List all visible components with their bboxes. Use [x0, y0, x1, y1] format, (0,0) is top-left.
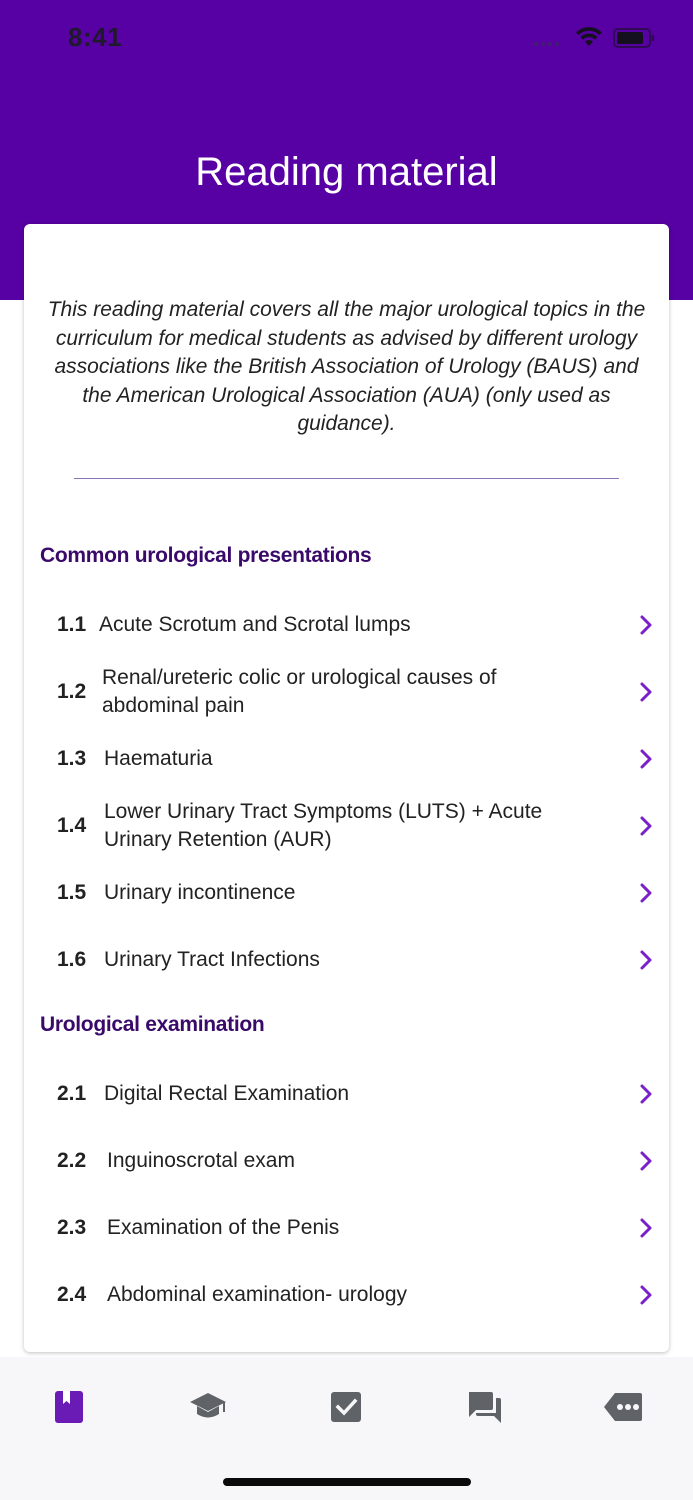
item-label: Haematuria [104, 746, 213, 770]
wifi-icon [574, 26, 604, 48]
intro-text: This reading material covers all the major urological topics in the curriculum for medical students as advised by different urology associations like the British Association of Urology (BAUS) and the American Urological Association (AUA) (only used as guidance). [47, 298, 646, 435]
chevron-right-icon [638, 815, 654, 837]
chevron-right-icon [638, 748, 654, 770]
chevron-right-icon [638, 614, 654, 636]
chevron-right-icon [638, 1083, 654, 1105]
status-time: 8:41 [68, 22, 123, 52]
item-number: 2.3 [57, 1216, 87, 1239]
section-title-presentations: Common urological presentations [40, 544, 372, 567]
book-icon [54, 1390, 84, 1424]
chevron-right-icon [638, 1284, 654, 1306]
home-indicator[interactable] [223, 1478, 471, 1486]
item-number: 2.2 [57, 1149, 87, 1172]
tab-more[interactable] [603, 1387, 643, 1427]
item-label: Examination of the Penis [107, 1215, 340, 1239]
reading-material-card [24, 224, 669, 1352]
page-title: Reading material [195, 150, 498, 194]
chevron-right-icon [638, 882, 654, 904]
list-item[interactable] [24, 872, 669, 914]
tab-reading[interactable] [49, 1387, 89, 1427]
list-item[interactable] [24, 1140, 669, 1182]
graduation-cap-icon [188, 1391, 228, 1423]
item-number: 1.6 [57, 948, 87, 971]
item-number: 2.1 [57, 1082, 87, 1105]
more-icon [603, 1392, 643, 1422]
forum-icon [467, 1390, 503, 1424]
list-item[interactable] [24, 662, 669, 722]
list-item[interactable] [24, 1073, 669, 1115]
item-label: Inguinoscrotal exam [107, 1148, 295, 1172]
chevron-right-icon [638, 1217, 654, 1239]
battery-icon [613, 28, 655, 48]
item-label: Lower Urinary Tract Symptoms (LUTS) + Acute Urinary Retention (AUR) [104, 799, 543, 851]
list-item[interactable] [24, 1274, 669, 1316]
list-item[interactable] [24, 604, 669, 646]
item-number: 2.4 [57, 1283, 87, 1306]
item-number: 1.2 [57, 680, 87, 703]
item-number: 1.3 [57, 747, 87, 770]
list-item[interactable] [24, 796, 669, 856]
tab-forum[interactable] [465, 1387, 505, 1427]
cellular-signal-icon [534, 42, 559, 46]
tab-quiz[interactable] [326, 1387, 366, 1427]
item-number: 1.1 [57, 613, 87, 636]
item-label: Digital Rectal Examination [104, 1081, 350, 1105]
list-item[interactable] [24, 1207, 669, 1249]
item-label: Urinary Tract Infections [104, 947, 320, 971]
divider [74, 478, 619, 479]
item-number: 1.4 [57, 814, 87, 837]
item-label: Renal/ureteric colic or urological causes of abdominal pain [102, 665, 497, 717]
list-item[interactable] [24, 738, 669, 780]
list-item[interactable] [24, 939, 669, 981]
item-label: Acute Scrotum and Scrotal lumps [99, 612, 411, 636]
section-title-examination: Urological examination [40, 1013, 265, 1036]
checkbox-icon [330, 1391, 362, 1423]
item-number: 1.5 [57, 881, 87, 904]
chevron-right-icon [638, 1150, 654, 1172]
tab-learn[interactable] [188, 1387, 228, 1427]
item-label: Abdominal examination- urology [107, 1282, 407, 1306]
chevron-right-icon [638, 949, 654, 971]
status-bar [0, 0, 693, 80]
item-label: Urinary incontinence [104, 880, 296, 904]
chevron-right-icon [638, 681, 654, 703]
